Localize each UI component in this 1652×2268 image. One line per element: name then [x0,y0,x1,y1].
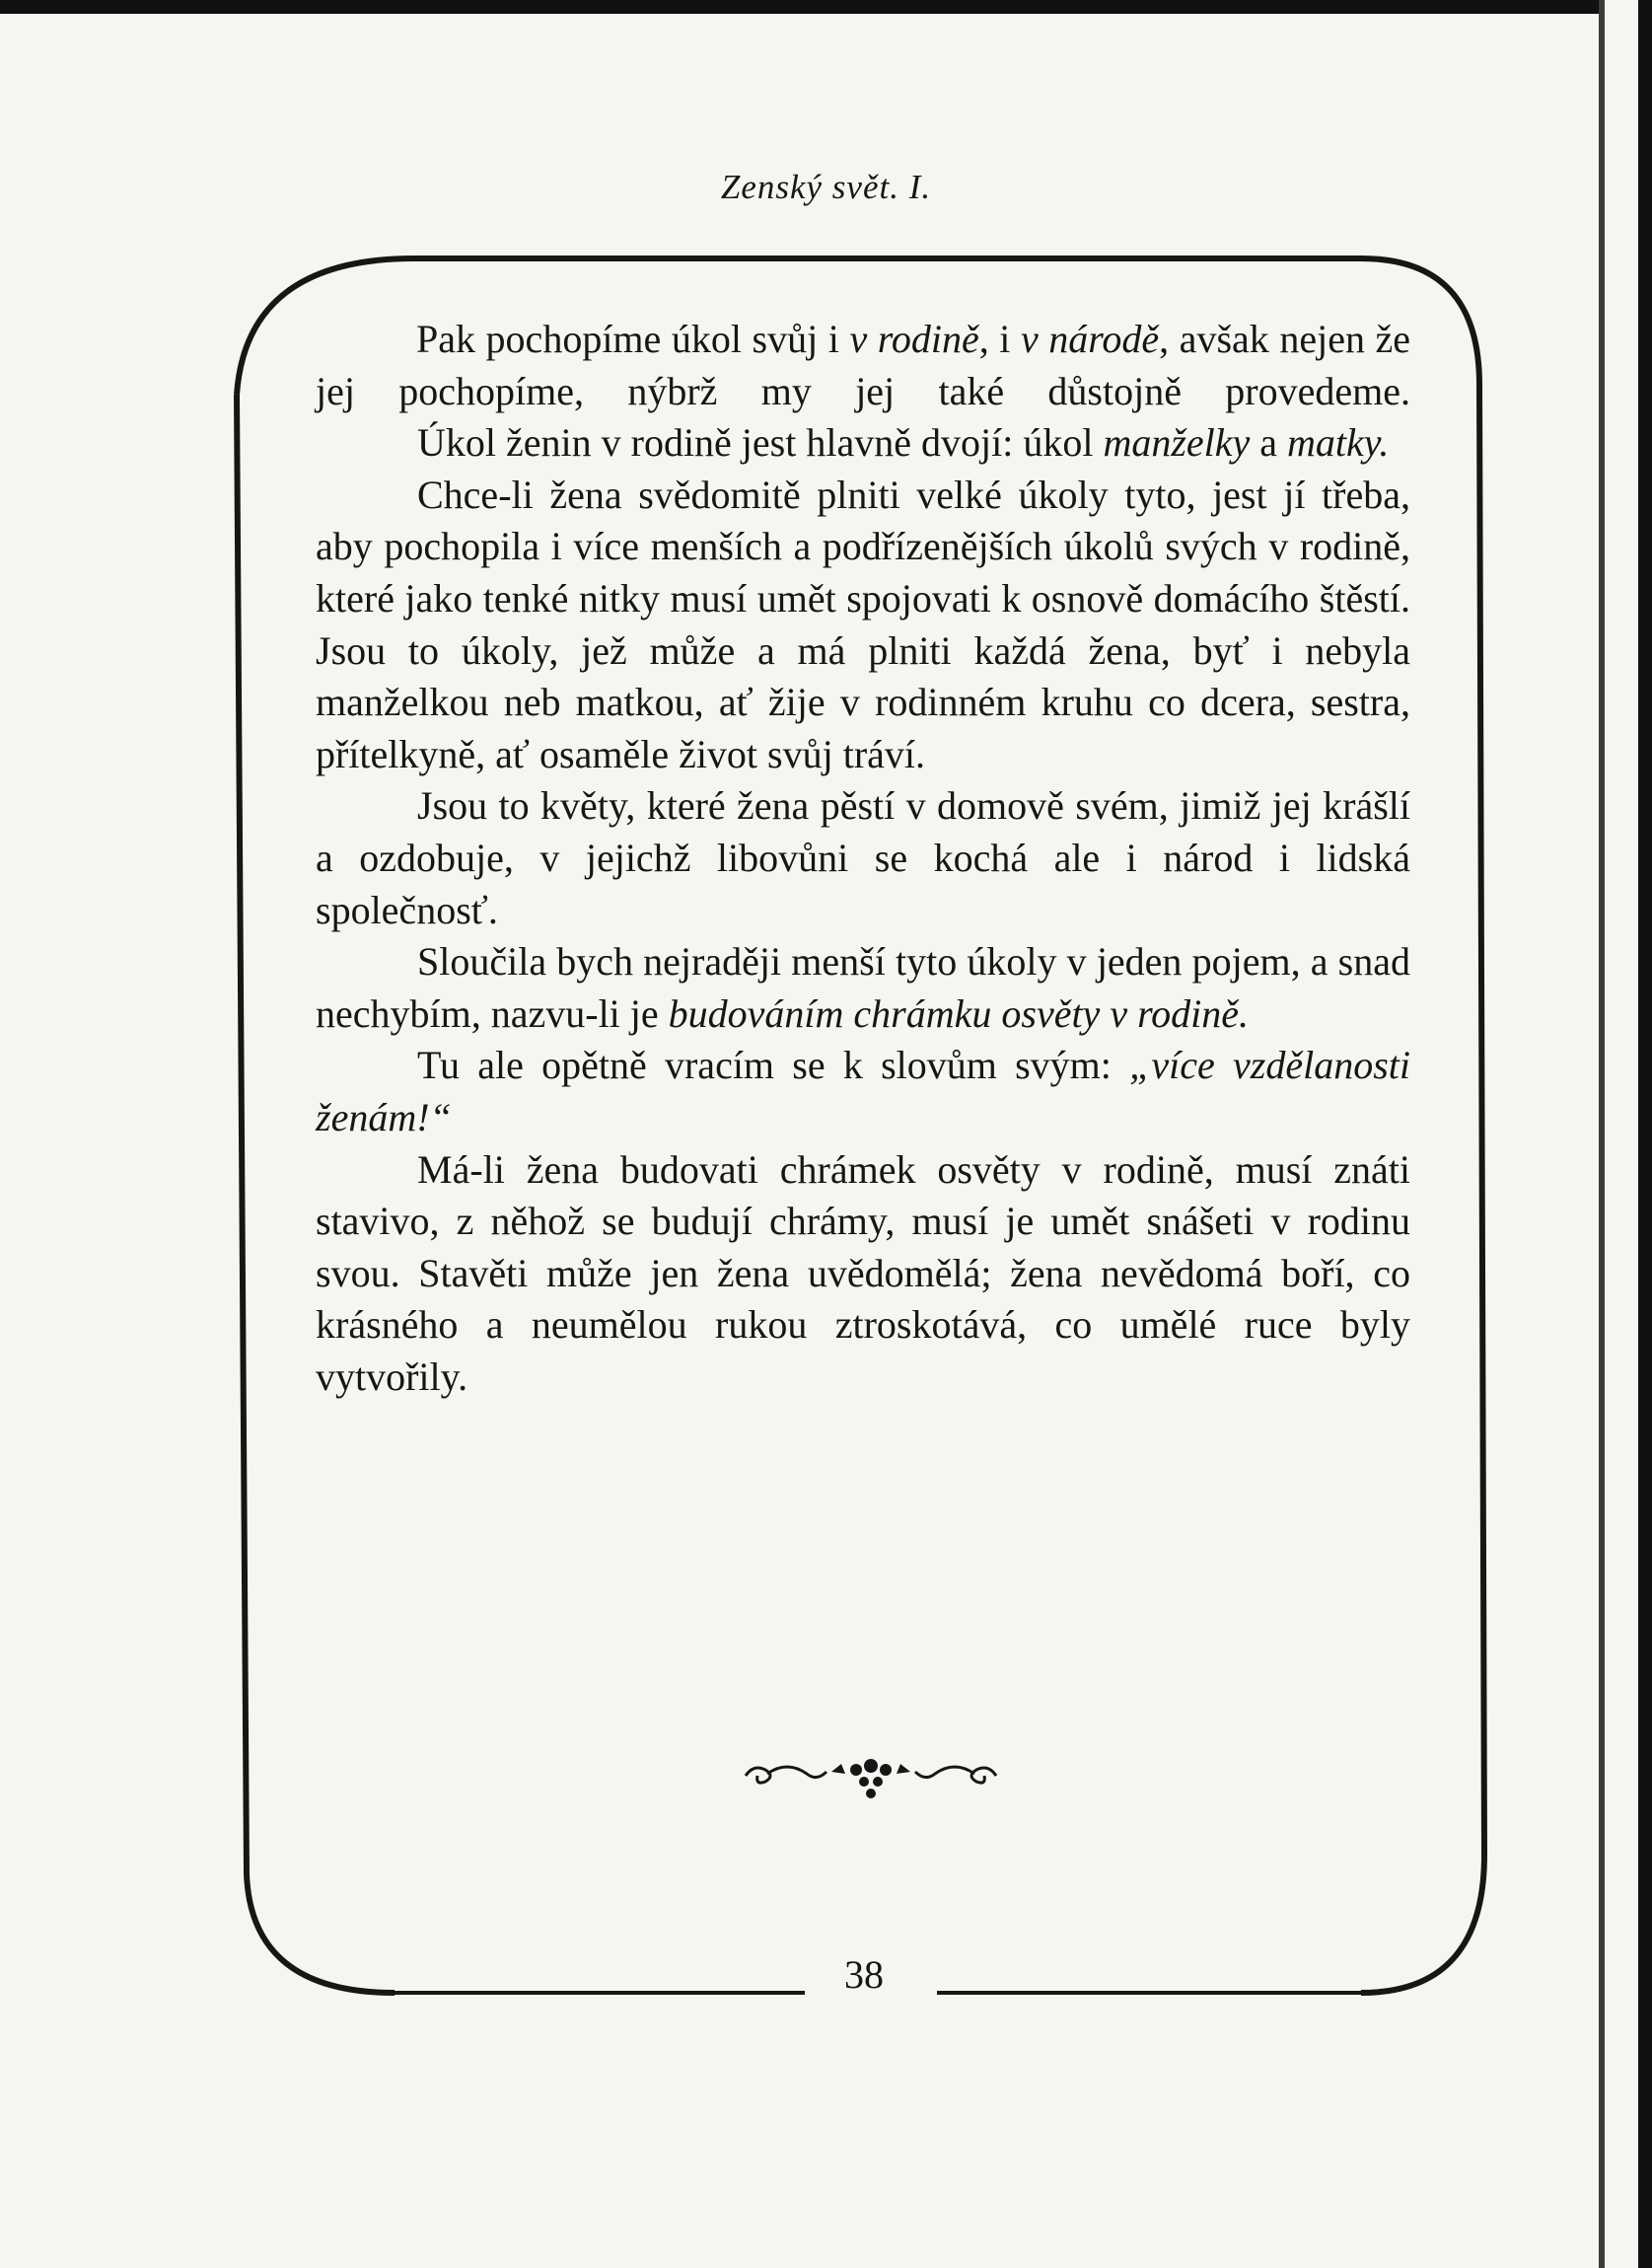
italic-run: v národě [1020,317,1160,361]
italic-run: „více vzdělanosti ženám!“ [316,1043,1410,1139]
running-title: Zenský svět. I. [720,168,932,206]
italic-run: budováním chrámku osvěty v rodině. [668,990,1250,1036]
paragraph [316,936,1410,1040]
body-text [316,314,1410,1403]
floral-vignette-icon [738,1746,1004,1805]
italic-run: v rodině [849,317,979,361]
footer-rule-left [393,1991,805,1995]
text-run: , avšak nejen že jej pochopíme, nýbrž my jej také důstojně provedeme. [316,317,1411,413]
text-run: Úkol ženin v rodině jest hlavně dvojí: úkol [417,420,1104,466]
text-run: , i [978,317,1021,361]
text-run: Chce-li žena svědomitě plniti velké úkoly tyto, jest jí třeba, aby pochopila i více menších a podřízenějších úkolů svých v rodině, které jako tenké nitky musí umět spojovati k osnově domácího štěstí. Jsou to úkoly, jež může a má plniti každá žena, byť i nebyla manželkou neb matkou, ať žije v rodinném kruhu co dcera, sestra, přítelkyně, ať osaměle život svůj tráví. [316,472,1410,776]
footer-rule-right [937,1991,1363,1995]
italic-run: manželky [1103,420,1251,466]
paragraph [316,314,1410,417]
paragraph [316,780,1410,936]
paragraph [316,417,1410,470]
page-number: 38 [844,1952,884,1997]
text-run: Tu ale opětně vracím se k slovům svým: [417,1043,1130,1088]
text-run: Jsou to květy, které žena pěstí v domově svém, jimiž jej krášlí a ozdobuje, v jejichž libovůni se kochá ale i národ i lidská společnosť. [316,783,1410,932]
paragraph [316,1040,1410,1143]
text-run: a [1250,420,1288,466]
text-run: Pak pochopíme úkol svůj i [416,317,850,361]
italic-run: matky. [1287,420,1390,466]
paragraph [316,1144,1410,1404]
text-run: Sloučila bych nejraději menší tyto úkoly v jeden pojem, a snad nechybím, nazvu-li je [316,939,1410,1036]
paragraph [316,470,1410,781]
text-run: Má-li žena budovati chrámek osvěty v rodině, musí znáti stavivo, z něhož se budují chrámy, musí je umět snášeti v rodinu svou. Stavěti může jen žena uvědomělá; žena nevědomá boří, co krásného a neumělou rukou ztroskotává, co umělé ruce byly vytvořily. [316,1146,1410,1399]
